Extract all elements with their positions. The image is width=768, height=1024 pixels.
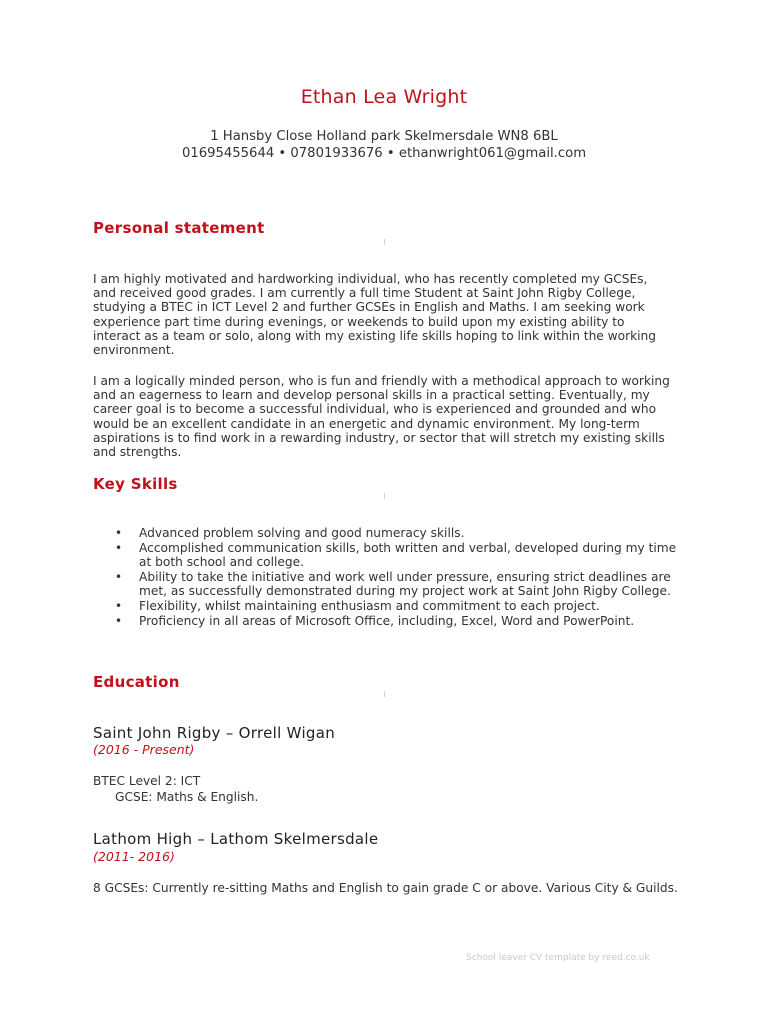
list-item xyxy=(93,599,683,614)
bullet-icon: • xyxy=(115,598,123,613)
section-divider-mark xyxy=(384,691,385,697)
qualification-line: BTEC Level 2: ICT xyxy=(93,774,201,788)
education-heading: Education xyxy=(93,673,180,691)
section-divider-mark xyxy=(384,239,385,245)
school-dates: (2016 - Present) xyxy=(93,742,195,757)
skill-text: Ability to take the initiative and work well under pressure, ensuring strict deadlines are met, as successfully demonstrated during my project work at Saint John Rigby College. xyxy=(139,569,671,599)
list-item xyxy=(93,526,683,541)
bullet-icon: • xyxy=(115,526,123,540)
qualification-line: GCSE: Maths & English. xyxy=(115,790,259,804)
address-line: 1 Hansby Close Holland park Skelmersdale WN8 6BL xyxy=(210,129,558,144)
skill-text: Proficiency in all areas of Microsoft Office, including, Excel, Word and PowerPoint. xyxy=(139,613,635,628)
bullet-icon: • xyxy=(115,540,123,555)
personal-statement-paragraph-1: I am highly motivated and hardworking individual, who has recently completed my GCSEs, and received good grades. I am currently a full time Student at Saint John Rigby College, studying a BTEC in ICT Level 2 and further GCSEs in English and Maths. I am seeking work experience part time during evenings, or weekends to build upon my existing ability to interact as a team or solo, along with my existing life skills hoping to link within the working environment. xyxy=(93,272,657,358)
skill-text: Flexibility, whilst maintaining enthusiasm and commitment to each project. xyxy=(139,598,600,613)
qualification-line: 8 GCSEs: Currently re-sitting Maths and English to gain grade C or above. Various City & Guilds. xyxy=(93,881,678,895)
skill-text: Advanced problem solving and good numeracy skills. xyxy=(139,526,465,540)
personal-statement-heading: Personal statement xyxy=(93,219,265,237)
school-name: Lathom High – Lathom Skelmersdale xyxy=(93,830,379,848)
list-item xyxy=(93,541,683,570)
contact-line: 01695455644 • 07801933676 • ethanwright061@gmail.com xyxy=(181,146,587,161)
key-skills-heading: Key Skills xyxy=(93,475,178,493)
section-divider-mark xyxy=(384,493,385,499)
school-name: Saint John Rigby – Orrell Wigan xyxy=(93,724,336,742)
bullet-icon: • xyxy=(115,613,123,628)
template-credit: School leaver CV template by reed.co.uk xyxy=(466,953,650,963)
personal-statement-paragraph-2: I am a logically minded person, who is fun and friendly with a methodical approach to working and an eagerness to learn and develop personal skills in a practical setting. Eventually, my career goal is to become a successful individual, who is experienced and grounded and who would be an excellent candidate in an energetic and dynamic environment. My long-term aspirations is to find work in a rewarding industry, or sector that will stretch my existing skills and strengths. xyxy=(93,374,670,460)
candidate-name: Ethan Lea Wright xyxy=(300,86,468,108)
list-item xyxy=(93,570,683,599)
skill-text: Accomplished communication skills, both written and verbal, developed during my time at both school and college. xyxy=(139,540,677,570)
list-item xyxy=(93,614,683,629)
school-dates: (2011- 2016) xyxy=(93,849,175,864)
key-skills-list xyxy=(93,526,683,628)
bullet-icon: • xyxy=(115,569,123,584)
